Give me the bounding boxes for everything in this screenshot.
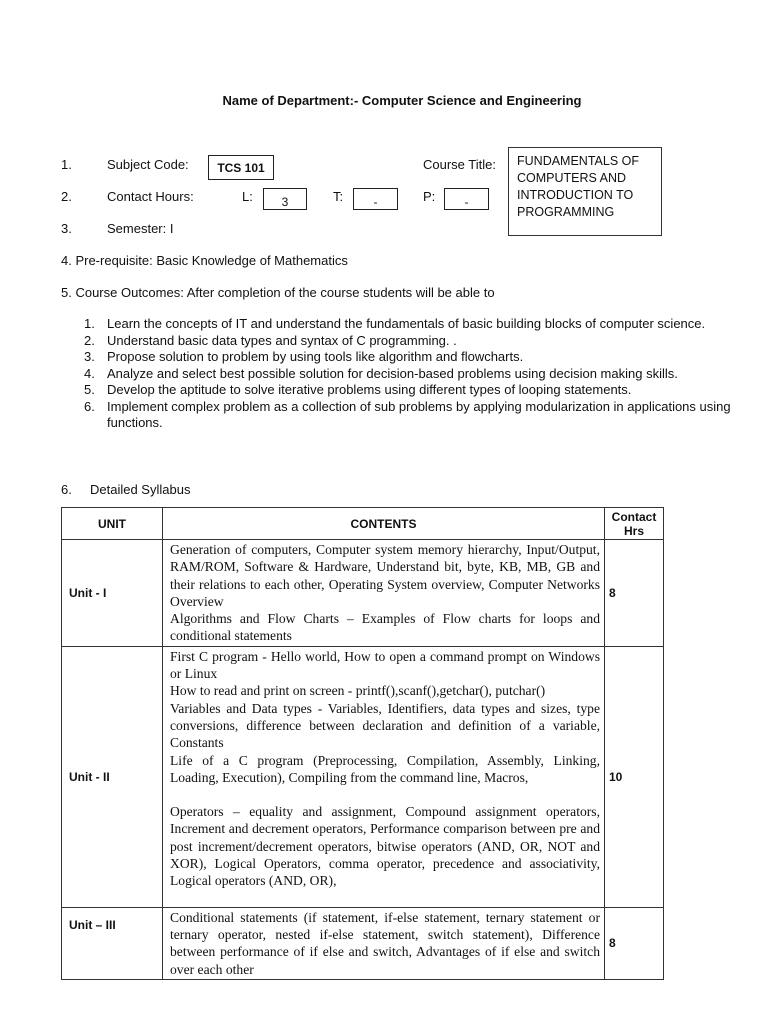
contents-cell: Conditional statements (if statement, if-else statement, ternary statement or ternary operator, nested if-else statement, switch statement), Difference between performance of if else and switch, Advantages of if else and switch over each other: [163, 907, 605, 979]
practical-hours-box: -: [444, 188, 489, 210]
outcome-item: 3. Propose solution to problem by using tools like algorithm and flowcharts.: [84, 349, 524, 364]
outcome-item: 1. Learn the concepts of IT and understand the fundamentals of basic building blocks of computer science.: [84, 316, 706, 331]
syllabus-table: [61, 507, 664, 980]
unit-cell: Unit - II: [62, 646, 163, 907]
unit-cell: Unit - I: [62, 540, 163, 647]
hrs-cell: 10: [605, 646, 664, 907]
prerequisite-text: 4. Pre-requisite: Basic Knowledge of Mathematics: [61, 253, 348, 268]
contents-column-header: CONTENTS: [163, 508, 605, 540]
course-outcomes-heading: 5. Course Outcomes: After completion of the course students will be able to: [61, 285, 495, 300]
syllabus-heading: Detailed Syllabus: [90, 482, 191, 497]
course-outcomes-list: [84, 316, 754, 432]
subject-code-label: Subject Code:: [107, 157, 189, 172]
item-number-3: 3.: [61, 221, 72, 236]
tutorial-hours-box: -: [353, 188, 398, 210]
hrs-cell: 8: [605, 907, 664, 979]
hrs-column-header: Contact Hrs: [605, 508, 664, 540]
table-row: [62, 907, 664, 979]
outcome-item: 6. Implement complex problem as a collection of sub problems by applying modularization in applications using functions.: [84, 398, 731, 430]
subject-code-box: TCS 101: [208, 155, 274, 180]
table-row: [62, 540, 664, 647]
unit-column-header: UNIT: [62, 508, 163, 540]
table-header-row: [62, 508, 664, 540]
contact-hours-label: Contact Hours:: [107, 189, 194, 204]
hrs-cell: 8: [605, 540, 664, 647]
semester-label: Semester: I: [107, 221, 174, 236]
course-title-label: Course Title:: [423, 157, 496, 172]
contents-cell: First C program - Hello world, How to open a command prompt on Windows or Linux How to read and print on screen - printf(),scanf(),getchar(), putchar() Variables and Data types - Variables, Identifiers, data types and sizes, type conversions, difference between declaration and definition of a variable, Constants Life of a C program (Preprocessing, Compilation, Assembly, Linking, Loading, Execution), Compiling from the command line, Macros, Operators – equality and assignment, Compound assignment operators, Increment and decrement operators, Performance comparison between pre and post increment/decrement operators, bitwise operators (AND, OR, NOT and XOR), Logical Operators, comma operator, precedence and associativity, Logical operators (AND, OR),: [163, 646, 605, 907]
department-title: Name of Department:- Computer Science and Engineering: [222, 93, 582, 108]
outcome-item: 5. Develop the aptitude to solve iterative problems using different types of looping statements.: [84, 382, 632, 397]
practical-label: P:: [423, 189, 436, 204]
item-number-2: 2.: [61, 189, 72, 204]
tutorial-label: T:: [333, 189, 344, 204]
lecture-hours-box: 3: [263, 188, 307, 210]
course-title-box: FUNDAMENTALS OF COMPUTERS AND INTRODUCTION TO PROGRAMMING: [508, 147, 662, 236]
unit-cell: Unit – III: [62, 907, 163, 979]
outcome-item: 2. Understand basic data types and syntax of C programming. .: [84, 332, 457, 348]
item-number-1: 1.: [61, 157, 72, 172]
syllabus-number: 6.: [61, 482, 72, 497]
lecture-label: L:: [242, 189, 253, 204]
outcome-item: 4. Analyze and select best possible solution for decision-based problems using decision making skills.: [84, 365, 678, 381]
contents-cell: Generation of computers, Computer system memory hierarchy, Input/Output, RAM/ROM, Software & Hardware, Understand bit, byte, KB, MB, GB and their relations to each other, Operating System overview, Computer Networks Overview Algorithms and Flow Charts – Examples of Flow charts for loops and conditional statements: [163, 540, 605, 647]
table-row: [62, 646, 664, 907]
